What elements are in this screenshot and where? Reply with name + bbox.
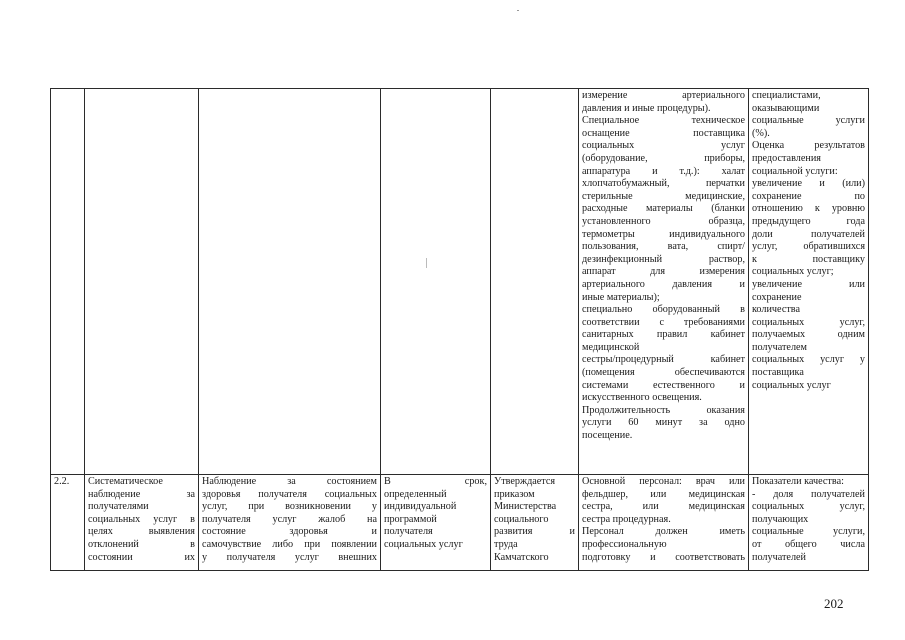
text-line: Камчатского — [494, 551, 549, 563]
text-line: оснащение поставщика — [582, 127, 745, 139]
cell-term — [381, 89, 491, 475]
text-line: Основной персонал: врач или — [582, 476, 745, 487]
cell-description — [199, 89, 381, 475]
text-line: состоянии их — [88, 551, 195, 563]
text-line: социальной услуги: — [752, 165, 838, 177]
text-line: состояние здоровья и — [202, 526, 377, 538]
text-line: социальных услуг у — [752, 354, 865, 366]
text-line: аппарат для измерения — [582, 266, 745, 278]
scan-mark — [517, 10, 519, 11]
text-line: артериального давления и — [582, 278, 745, 290]
text-line: фельдшер, или медицинская — [582, 488, 745, 500]
text-line: поставщика — [752, 367, 804, 379]
cell-indicators — [749, 89, 869, 475]
cell-service — [85, 475, 199, 571]
cell-tariff — [491, 475, 579, 571]
text-line: самочувствие либо при появлении — [202, 538, 377, 550]
text-line: предыдущего года — [752, 215, 865, 227]
table-row — [51, 475, 869, 571]
text-line: санитарных правил кабинет — [582, 329, 745, 341]
text-line: получателя услуг жалоб на — [202, 513, 377, 525]
text-line: давления и иные процедуры). — [582, 102, 711, 114]
text-line: труда — [494, 538, 518, 550]
text-line: Специальное техническое — [582, 115, 745, 127]
text-line: социальных услуг — [384, 538, 463, 550]
text-line: получателя — [384, 526, 433, 538]
cell-number — [51, 475, 85, 571]
text-line: количества — [752, 304, 800, 316]
text-line: Утверждается — [494, 476, 556, 487]
text-line: программой — [384, 513, 437, 525]
cell-description — [199, 475, 381, 571]
text-line: отклонений в — [88, 538, 195, 550]
text-line: получаемых одним — [752, 329, 865, 341]
text-line: сестры/процедурный кабинет — [582, 354, 745, 366]
text-line: здоровья получателя социальных — [202, 488, 377, 500]
text-line: медицинской — [582, 341, 640, 353]
text-line: определенный — [384, 488, 447, 500]
text-line: социального — [494, 513, 549, 525]
text-line: соответствии с требованиями — [582, 316, 745, 328]
text-line: (оборудование, приборы, — [582, 152, 745, 164]
text-line: дезинфекционный раствор, — [582, 253, 745, 265]
cell-number — [51, 89, 85, 475]
text-line: сохранение по — [752, 190, 865, 202]
text-line: Министерства — [494, 501, 557, 513]
text-line: пользования, вата, спирт/ — [582, 241, 745, 253]
text-line: стерильные медицинские, — [582, 190, 745, 202]
text-line: установленного образца, — [582, 215, 745, 227]
text-line: искусственного освещения. — [582, 392, 702, 404]
text-line: Наблюдение за состоянием — [202, 476, 377, 487]
cell-service — [85, 89, 199, 475]
text-line: социальных услуг в — [88, 513, 195, 525]
text-line: доли получателей — [752, 228, 865, 240]
text-line: термометры индивидуального — [582, 228, 745, 240]
text-line: получателями — [88, 501, 149, 513]
text-line: профессиональную — [582, 538, 667, 550]
text-line: к поставщику — [752, 253, 865, 265]
text-line: измерение артериального — [582, 90, 745, 101]
text-line: социальные услуги — [752, 115, 865, 127]
text-line: В срок, — [384, 476, 487, 487]
text-line: расходные материалы (бланки — [582, 203, 745, 215]
text-line: целях выявления — [88, 526, 195, 538]
text-line: сохранение — [752, 291, 802, 303]
page-number: 202 — [824, 596, 844, 611]
text-line: Персонал должен иметь — [582, 526, 745, 538]
text-line: развития и — [494, 526, 575, 538]
text-line: индивидуальной — [384, 501, 457, 513]
text-line: социальных услуг, — [752, 501, 865, 513]
text-line: услуг, обратившихся — [752, 241, 865, 253]
cell-indicators — [749, 475, 869, 571]
text-line: социальные услуги, — [752, 526, 865, 538]
text-line: социальных услуг — [752, 379, 831, 391]
text-line: хлопчатобумажный, перчатки — [582, 178, 745, 190]
cell-tariff — [491, 89, 579, 475]
text-line: от общего числа — [752, 538, 865, 550]
text-line: у получателя услуг внешних — [202, 551, 377, 563]
text-line: социальных услуг — [582, 140, 745, 152]
row-number: 2.2. — [54, 476, 70, 487]
cell-conditions — [579, 89, 749, 475]
text-line: иные материалы); — [582, 291, 660, 303]
text-line: аппаратура и т.д.): халат — [582, 165, 745, 177]
text-line: приказом — [494, 488, 535, 500]
text-line: увеличение или — [752, 278, 865, 290]
text-line: Показатели качества: — [752, 476, 844, 487]
services-table — [50, 88, 869, 571]
text-line: отношению к уровню — [752, 203, 865, 215]
text-line: сестра процедурная. — [582, 513, 671, 525]
text-line: получающих — [752, 513, 809, 525]
text-line: - доля получателей — [752, 488, 865, 500]
text-line: системами естественного и — [582, 379, 745, 391]
cell-term — [381, 475, 491, 571]
text-line: (помещения обеспечиваются — [582, 367, 745, 379]
text-line: Систематическое — [88, 476, 163, 487]
text-line: получателем — [752, 341, 807, 353]
text-line: увеличение и (или) — [752, 178, 865, 190]
text-line: услуги 60 минут за одно — [582, 417, 745, 429]
text-line: сестра, или медицинская — [582, 501, 745, 513]
text-line: специалистами, — [752, 90, 821, 101]
text-line: получателей — [752, 551, 807, 563]
text-line: предоставления — [752, 152, 821, 164]
text-line: Оценка результатов — [752, 140, 865, 152]
text-line: специально оборудованный в — [582, 304, 745, 316]
text-line: посещение. — [582, 430, 633, 442]
table-row — [51, 89, 869, 475]
text-line: наблюдение за — [88, 488, 195, 500]
text-line: услуг, при возникновении у — [202, 501, 377, 513]
text-line: социальных услуг; — [752, 266, 834, 278]
text-line: Продолжительность оказания — [582, 404, 745, 416]
text-line: подготовку и соответствовать — [582, 551, 745, 563]
text-line: (%). — [752, 127, 770, 139]
text-line: оказывающими — [752, 102, 820, 114]
text-line: социальных услуг, — [752, 316, 865, 328]
cell-conditions — [579, 475, 749, 571]
